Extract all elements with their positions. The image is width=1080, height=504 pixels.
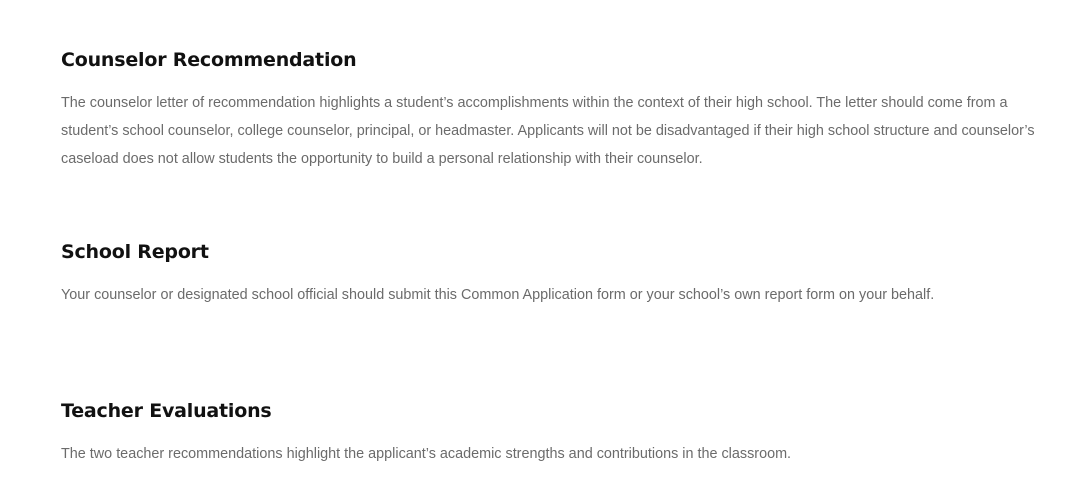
section-school-report — [61, 240, 1036, 309]
section-title: Counselor Recommendation — [61, 49, 357, 71]
section-teacher-evaluations — [61, 399, 1036, 468]
section-description: Your counselor or designated school official should submit this Common Application form or your school’s own report form on your behalf. — [61, 287, 935, 303]
section-description: The counselor letter of recommendation highlights a student’s accomplishments within the context of their high school. The letter should come from a student’s school counselor, college counselor, principal, or headmaster. Applicants will not be disadvantaged if their high school structure and counselor’s caseload does not allow students the opportunity to build a personal relationship with their counselor. — [61, 95, 1035, 167]
section-title: Teacher Evaluations — [61, 400, 272, 422]
section-description: The two teacher recommendations highlight the applicant’s academic strengths and contributions in the classroom. — [61, 446, 792, 462]
section-title: School Report — [61, 241, 209, 263]
section-counselor-recommendation — [61, 48, 1036, 173]
